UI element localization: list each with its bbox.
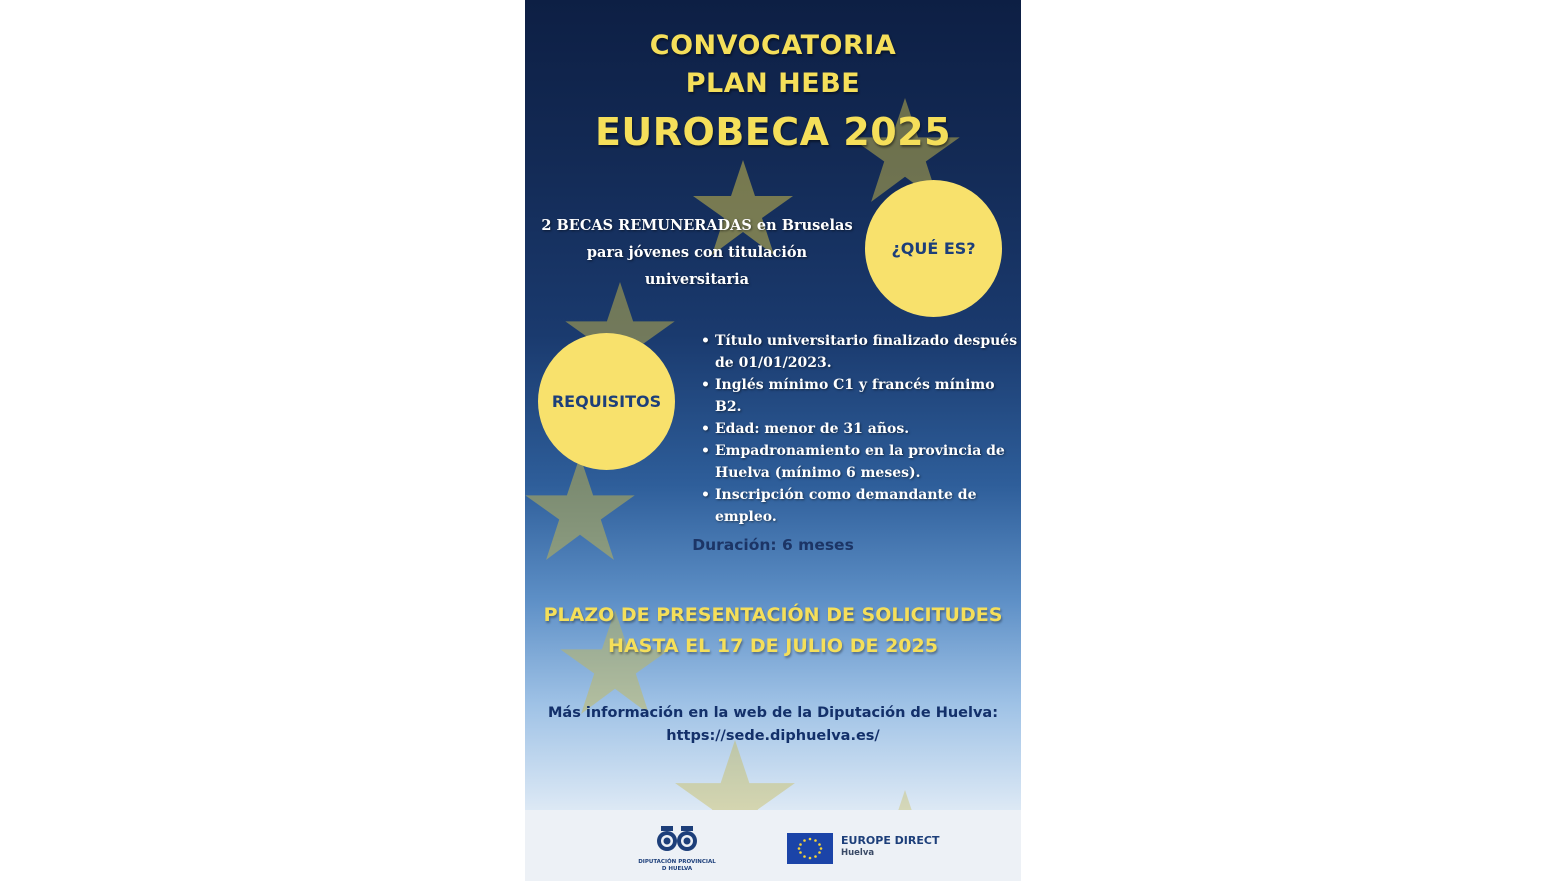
duracion-text: Duración: 6 meses [692, 536, 854, 554]
becas-line: 2 BECAS REMUNERADAS en Bruselas [541, 217, 853, 234]
que-es-circle [865, 180, 1002, 317]
becas-description [539, 212, 855, 293]
que-es-label: ¿QUÉ ES? [891, 239, 976, 258]
title-convocatoria: CONVOCATORIA [649, 30, 897, 61]
footer-logos [525, 810, 1021, 881]
title-eurobeca: EUROBECA 2025 [594, 110, 952, 154]
diputacion-crest-icon [655, 824, 699, 854]
europe-direct-title: EUROPE DIRECT [841, 834, 940, 847]
requisitos-circle [538, 333, 675, 470]
list-item: • Inscripción como demandante de empleo. [701, 484, 1019, 528]
list-item: • Edad: menor de 31 años. [701, 418, 1019, 440]
more-info-link[interactable]: https://sede.diphuelva.es/ [666, 728, 880, 744]
more-info [525, 702, 1021, 748]
plazo-line: PLAZO DE PRESENTACIÓN DE SOLICITUDES [543, 604, 1003, 626]
requisitos-label: REQUISITOS [551, 392, 662, 411]
poster [525, 0, 1021, 881]
diputacion-line: DIPUTACIÓN PROVINCIAL [638, 859, 716, 865]
plazo-line: HASTA EL 17 DE JULIO DE 2025 [608, 635, 938, 657]
list-item: • Empadronamiento en la provincia de Huelva (mínimo 6 meses). [701, 440, 1019, 484]
becas-line: para jóvenes con titulación [586, 244, 808, 261]
diputacion-logo [637, 824, 717, 873]
more-info-text: Más información en la web de la Diputación de Huelva: [547, 705, 998, 721]
plazo-text [525, 600, 1021, 662]
eu-flag-icon [787, 833, 833, 864]
title-plan-hebe: PLAN HEBE [685, 68, 861, 99]
diputacion-name [637, 859, 717, 873]
list-item: • Inglés mínimo C1 y francés mínimo B2. [701, 374, 1019, 418]
europe-direct-sub: Huelva [841, 848, 875, 858]
europe-direct-logo [841, 834, 939, 859]
list-item: • Título universitario finalizado después de 01/01/2023. [701, 330, 1019, 374]
diputacion-line: D HUELVA [661, 866, 693, 872]
becas-line: universitaria [644, 271, 750, 288]
requisitos-list [701, 330, 1019, 528]
